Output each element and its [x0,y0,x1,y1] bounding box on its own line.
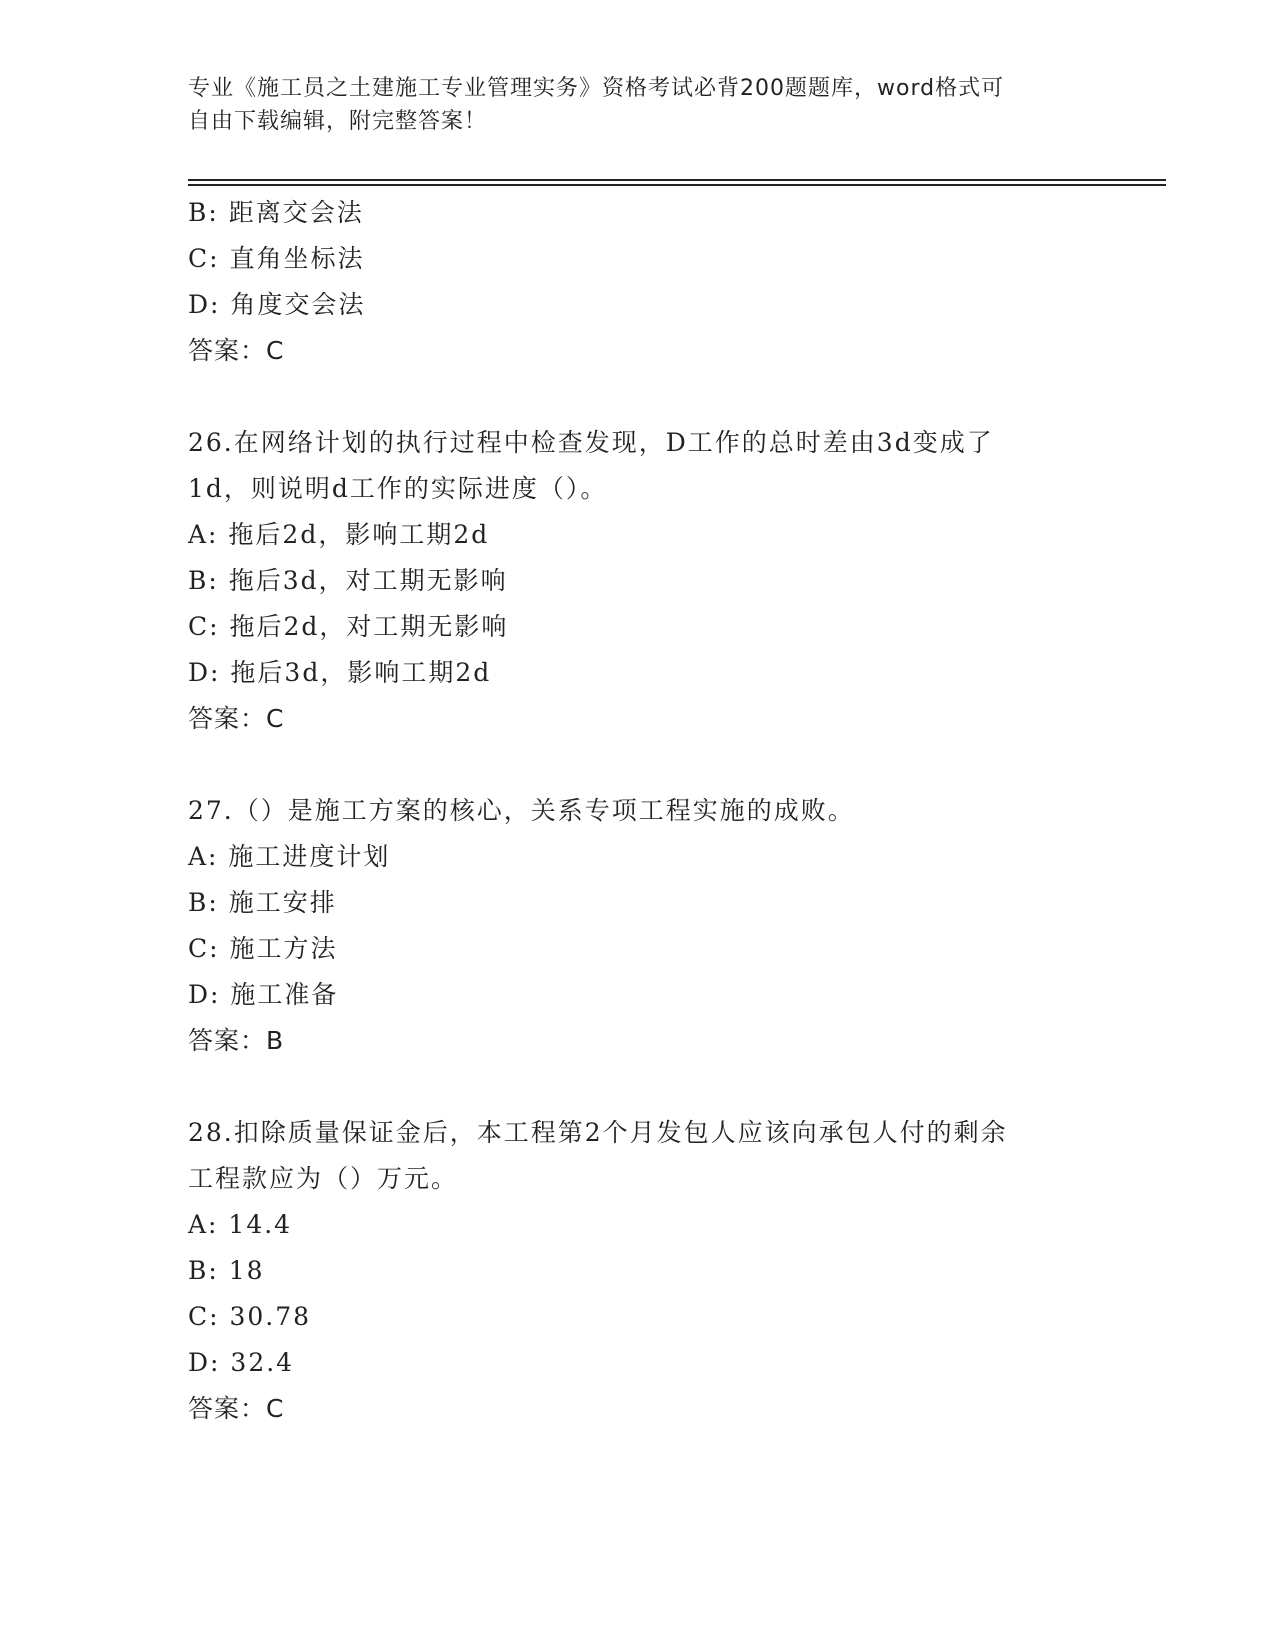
question-stem-line: 27.（）是施工方案的核心，关系专项工程实施的成败。 [188,796,855,825]
option-d: D: 拖后3d，影响工期2d [188,658,492,687]
option-d: D: 角度交会法 [188,290,366,319]
header-divider-top [188,179,1166,181]
header-title-line-2: 自由下载编辑，附完整答案！ [188,109,488,134]
header-title-line-1: 专业《施工员之土建施工专业管理实务》资格考试必背200题题库，word格式可 [188,76,1005,101]
option-b: B: 18 [188,1256,265,1285]
option-b: B: 拖后3d，对工期无影响 [188,566,508,595]
option-a: A: 14.4 [188,1210,293,1239]
question-block-28 [188,1110,1088,1432]
option-d: D: 32.4 [188,1348,295,1377]
option-a: A: 拖后2d，影响工期2d [188,520,490,549]
answer-line: 答案：C [188,336,285,365]
question-stem-line: 工程款应为（）万元。 [188,1164,459,1193]
document-header [188,72,1068,138]
question-stem-line: 28.扣除质量保证金后，本工程第2个月发包人应该向承包人付的剩余 [188,1118,1008,1147]
question-block-27 [188,788,1088,1064]
spacer [188,742,1088,788]
question-block-continued [188,190,1088,374]
answer-line: 答案：B [188,1026,285,1055]
question-stem-line: 1d，则说明d工作的实际进度（）。 [188,474,608,503]
spacer [188,1064,1088,1110]
question-block-26 [188,420,1088,742]
answer-line: 答案：C [188,704,285,733]
option-c: C: 30.78 [188,1302,312,1331]
option-c: C: 施工方法 [188,934,338,963]
header-divider-bottom [188,184,1166,186]
option-c: C: 直角坐标法 [188,244,365,273]
answer-line: 答案：C [188,1394,285,1423]
question-list [188,190,1088,1432]
option-a: A: 施工进度计划 [188,842,391,871]
option-d: D: 施工准备 [188,980,339,1009]
spacer [188,374,1088,420]
option-b: B: 距离交会法 [188,198,364,227]
option-c: C: 拖后2d，对工期无影响 [188,612,509,641]
option-b: B: 施工安排 [188,888,337,917]
question-stem-line: 26.在网络计划的执行过程中检查发现，D工作的总时差由3d变成了 [188,428,994,457]
